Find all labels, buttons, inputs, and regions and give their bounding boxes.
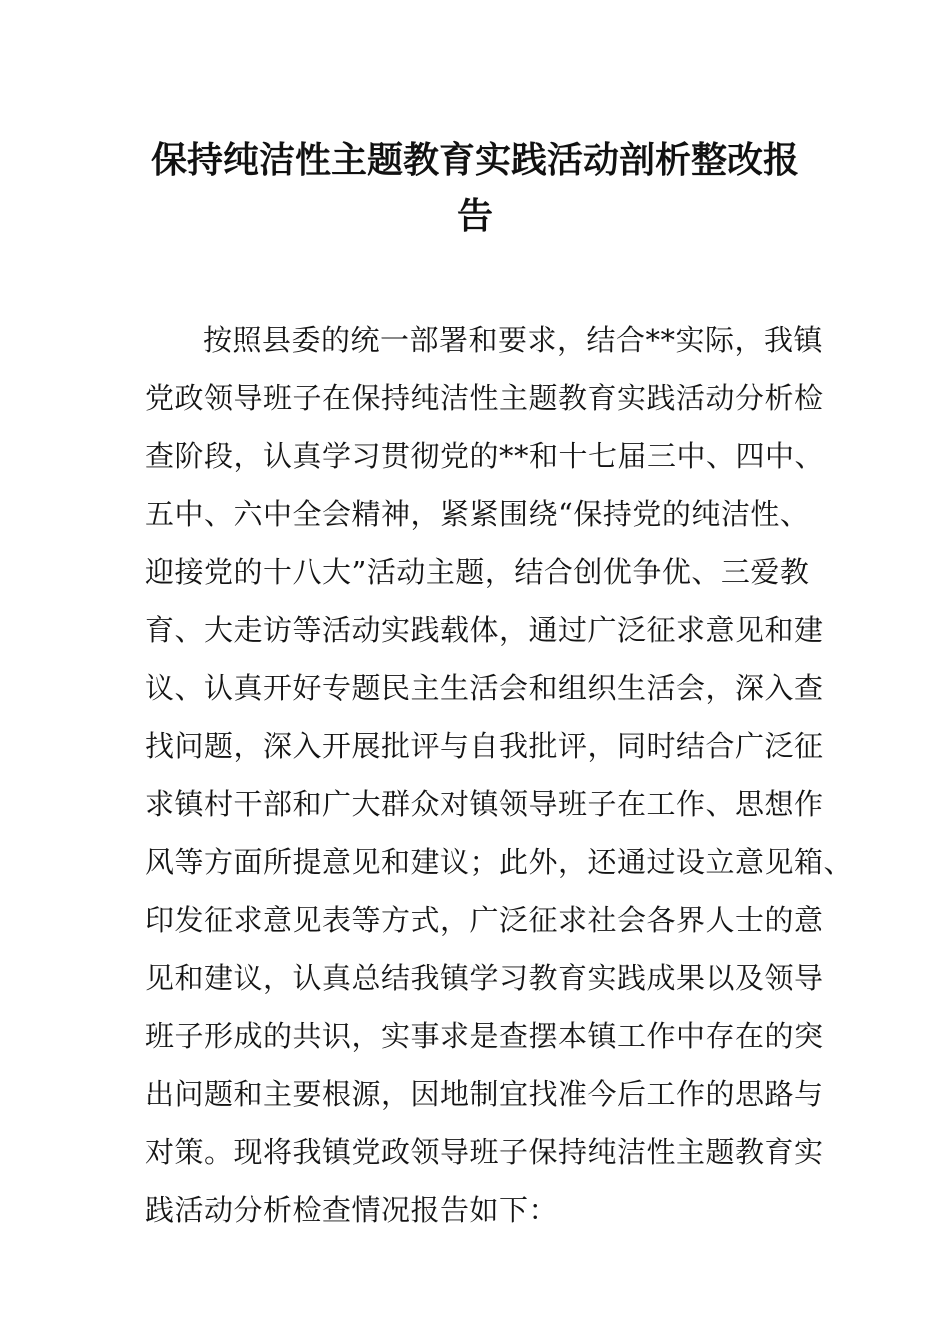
paragraph-line: 对策。现将我镇党政领导班子保持纯洁性主题教育实 — [145, 1135, 824, 1169]
paragraph-line: 迎接党的十八大”活动主题，结合创优争优、三爱教 — [145, 555, 810, 589]
paragraph-line: 五中、六中全会精神，紧紧围绕“保持党的纯洁性、 — [145, 497, 810, 531]
document-title-line-2: 告 — [456, 196, 493, 237]
paragraph-line: 风等方面所提意见和建议；此外，还通过设立意见箱、 — [145, 845, 854, 879]
paragraph-line: 印发征求意见表等方式，广泛征求社会各界人士的意 — [145, 903, 824, 937]
paragraph-line: 见和建议，认真总结我镇学习教育实践成果以及领导 — [145, 961, 824, 995]
paragraph-line: 查阶段，认真学习贯彻党的**和十七届三中、四中、 — [145, 439, 825, 473]
paragraph-line: 育、大走访等活动实践载体，通过广泛征求意见和建 — [145, 613, 824, 647]
paragraph-line: 议、认真开好专题民主生活会和组织生活会，深入查 — [145, 671, 824, 705]
paragraph-line: 找问题，深入开展批评与自我批评，同时结合广泛征 — [145, 729, 824, 763]
paragraph-line: 践活动分析检查情况报告如下： — [145, 1193, 559, 1227]
paragraph-line: 按照县委的统一部署和要求，结合**实际，我镇 — [203, 323, 824, 357]
paragraph-line: 求镇村干部和广大群众对镇领导班子在工作、思想作 — [145, 787, 824, 821]
paragraph-line: 党政领导班子在保持纯洁性主题教育实践活动分析检 — [145, 381, 824, 415]
paragraph-line: 班子形成的共识，实事求是查摆本镇工作中存在的突 — [145, 1019, 824, 1053]
document-title-line-1: 保持纯洁性主题教育实践活动剖析整改报 — [150, 140, 799, 181]
paragraph-line: 出问题和主要根源，因地制宜找准今后工作的思路与 — [145, 1077, 824, 1111]
